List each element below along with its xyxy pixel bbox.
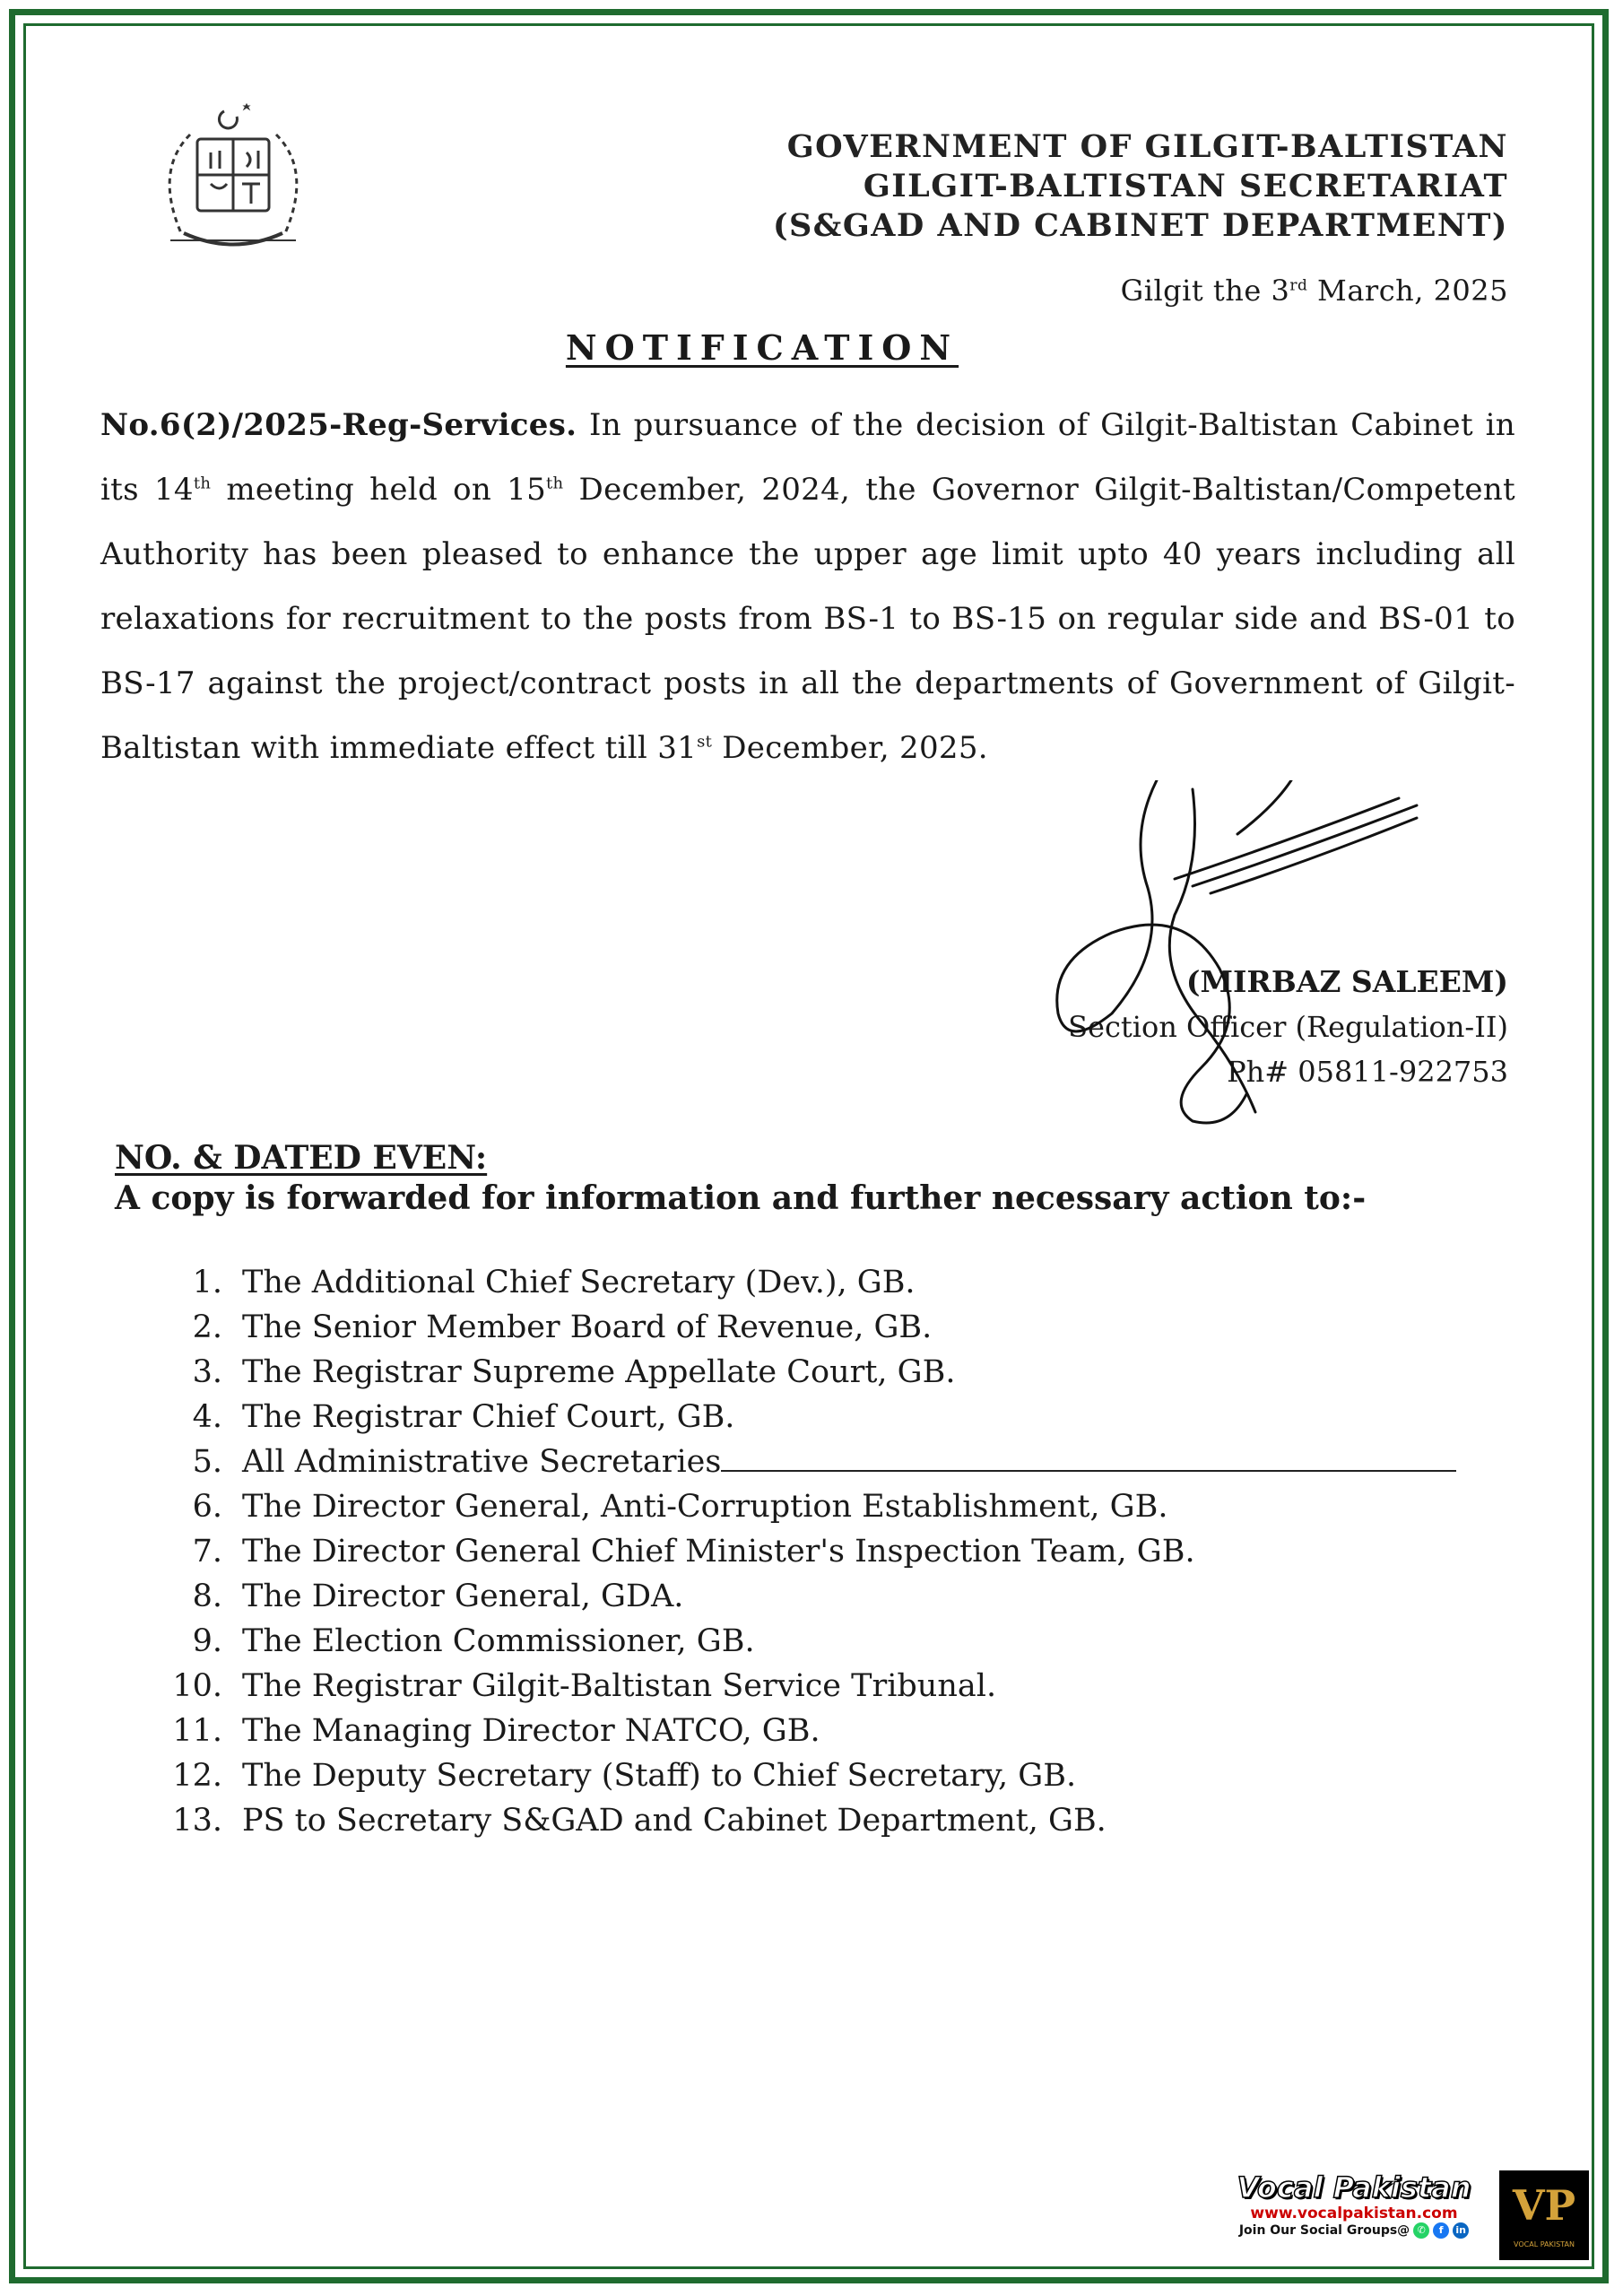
government-emblem-icon bbox=[135, 99, 332, 256]
notification-date bbox=[1121, 274, 1508, 308]
logo-subtext: VOCAL PAKISTAN bbox=[1514, 2240, 1575, 2248]
logo-text: VP bbox=[1512, 2181, 1576, 2230]
body-sup-3: st bbox=[697, 732, 713, 752]
forwarding-note: A copy is forwarded for information and further necessary action to:- bbox=[115, 1179, 1367, 1217]
date-ordinal: rd bbox=[1289, 276, 1308, 295]
list-item: 3. The Registrar Supreme Appellate Court, GB. bbox=[192, 1354, 956, 1390]
signatory-phone: Ph# 05811-922753 bbox=[1227, 1055, 1508, 1089]
list-item: 6. The Director General, Anti-Corruption Establishment, GB. bbox=[192, 1489, 1168, 1525]
facebook-icon[interactable]: f bbox=[1433, 2222, 1449, 2239]
list-item: 4. The Registrar Chief Court, GB. bbox=[192, 1399, 735, 1435]
list-item: 5. All Administrative Secretaries bbox=[152, 1439, 1497, 1484]
body-sup-2: th bbox=[546, 474, 564, 493]
notification-body bbox=[100, 393, 1515, 780]
list-item: 8. The Director General, GDA. bbox=[192, 1578, 684, 1614]
list-item: 7. The Director General Chief Minister's Inspection Team, GB. bbox=[192, 1534, 1195, 1570]
signatory-name: (MIRBAZ SALEEM) bbox=[1185, 964, 1508, 999]
watermark-url[interactable]: www.vocalpakistan.com bbox=[1250, 2205, 1458, 2222]
date-rest: March, 2025 bbox=[1307, 274, 1508, 308]
join-text: Join Our Social Groups@ bbox=[1238, 2223, 1410, 2238]
dated-even-heading: NO. & DATED EVEN: bbox=[115, 1139, 488, 1177]
handwritten-signature-icon bbox=[1013, 780, 1480, 1166]
list-item: 2. The Senior Member Board of Revenue, GB. bbox=[192, 1309, 933, 1345]
list-item: 1. The Additional Chief Secretary (Dev.), GB. bbox=[192, 1265, 916, 1300]
list-item: 10. The Registrar Gilgit-Baltistan Service Tribunal. bbox=[172, 1668, 997, 1704]
blank-line bbox=[721, 1443, 1456, 1472]
watermark-brand: Vocal Pakistan bbox=[1237, 2170, 1471, 2205]
date-prefix: Gilgit the 3 bbox=[1120, 274, 1290, 308]
list-item: 9. The Election Commissioner, GB. bbox=[192, 1623, 755, 1659]
notification-title: NOTIFICATION bbox=[565, 327, 959, 368]
header-line-2: GILGIT-BALTISTAN SECRETARIAT bbox=[863, 168, 1508, 204]
watermark-text bbox=[1219, 2170, 1488, 2239]
department-header bbox=[773, 127, 1508, 246]
body-text-4: December, 2025. bbox=[712, 730, 988, 766]
distribution-list bbox=[152, 1260, 1497, 1843]
reference-number: No.6(2)/2025-Reg-Services. bbox=[100, 407, 577, 443]
body-text-3: December, 2024, the Governor Gilgit-Baltistan/Competent Authority has been pleased to enhance the upper age limit upto 40 years including all relaxations for recruitment to the posts from BS-1 to BS-15 on regular side and BS-01 to BS-17 against the project/contract posts in all the departments of Government of Gilgit-Baltistan with immediate effect till 31 bbox=[100, 472, 1515, 766]
list-item: 11. The Managing Director NATCO, GB. bbox=[172, 1713, 820, 1749]
body-text-1: In pursuance of the decision of Gilgit-Baltistan Cabinet in its 14 bbox=[100, 407, 1515, 508]
body-sup-1: th bbox=[193, 474, 212, 493]
watermark-join bbox=[1219, 2222, 1488, 2239]
signatory-designation: Section Officer (Regulation-II) bbox=[1068, 1010, 1508, 1044]
header-line-1: GOVERNMENT OF GILGIT-BALTISTAN bbox=[786, 128, 1508, 165]
header-line-3: (S&GAD AND CABINET DEPARTMENT) bbox=[772, 207, 1508, 244]
list-item: 13. PS to Secretary S&GAD and Cabinet Department, GB. bbox=[172, 1803, 1107, 1839]
body-text-2: meeting held on 15 bbox=[211, 472, 547, 508]
list-item: 12. The Deputy Secretary (Staff) to Chief Secretary, GB. bbox=[172, 1758, 1077, 1794]
vocal-pakistan-watermark bbox=[1219, 2170, 1578, 2269]
vocal-pakistan-logo-icon bbox=[1499, 2170, 1589, 2260]
whatsapp-icon[interactable]: ✆ bbox=[1413, 2222, 1429, 2239]
linkedin-icon[interactable]: in bbox=[1453, 2222, 1469, 2239]
